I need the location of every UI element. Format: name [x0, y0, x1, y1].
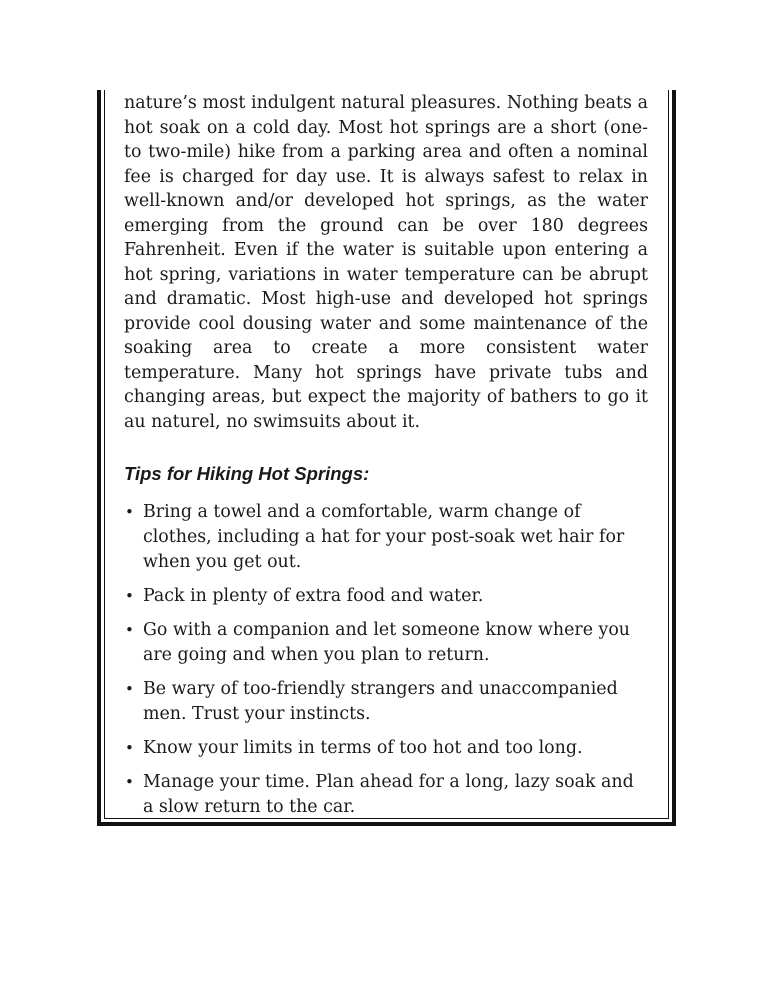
tip-text: Be wary of too-friendly strangers and unaccompanied men. Trust your instincts. [143, 679, 618, 724]
tip-text: Bring a towel and a comfortable, warm change of clothes, including a hat for your post-soak wet hair for when you get out. [143, 502, 625, 572]
tip-item [124, 500, 648, 575]
tip-item [124, 770, 648, 820]
tip-text: Manage your time. Plan ahead for a long, lazy soak and a slow return to the car. [143, 772, 634, 817]
bullet-icon: • [125, 773, 134, 791]
tip-item [124, 618, 648, 668]
sidebar-content [124, 91, 648, 829]
tip-text: Know your limits in terms of too hot and too long. [143, 738, 583, 758]
tip-text: Go with a companion and let someone know where you are going and when you plan to return. [143, 620, 631, 665]
tip-text: Pack in plenty of extra food and water. [143, 586, 484, 606]
bullet-icon: • [125, 587, 134, 605]
bullet-icon: • [125, 680, 134, 698]
bullet-icon: • [125, 621, 134, 639]
bullet-icon: • [125, 739, 134, 757]
tip-item [124, 736, 648, 761]
tips-heading: Tips for Hiking Hot Springs: [124, 463, 370, 484]
tips-list [124, 500, 648, 820]
tip-item [124, 584, 648, 609]
tip-item [124, 677, 648, 727]
body-paragraph: nature’s most indulgent natural pleasures. Nothing beats a hot soak on a cold day. Most hot springs are a short (one- to two-mile) hike from a parking area and often a nominal fee is charged for day use. It is always safest to relax in well-known and/or developed hot springs, as the water emerging from the ground can be over 180 degrees Fahrenheit. Even if the water is suitable upon entering a hot spring, variations in water temperature can be abrupt and dramatic. Most high-use and developed hot springs provide cool dousing water and some maintenance of the soaking area to create a more consistent water temperature. Many hot springs have private tubs and changing areas, but expect the majority of bathers to go it au naturel, no swimsuits about it. [124, 93, 648, 432]
bullet-icon: • [125, 503, 134, 521]
